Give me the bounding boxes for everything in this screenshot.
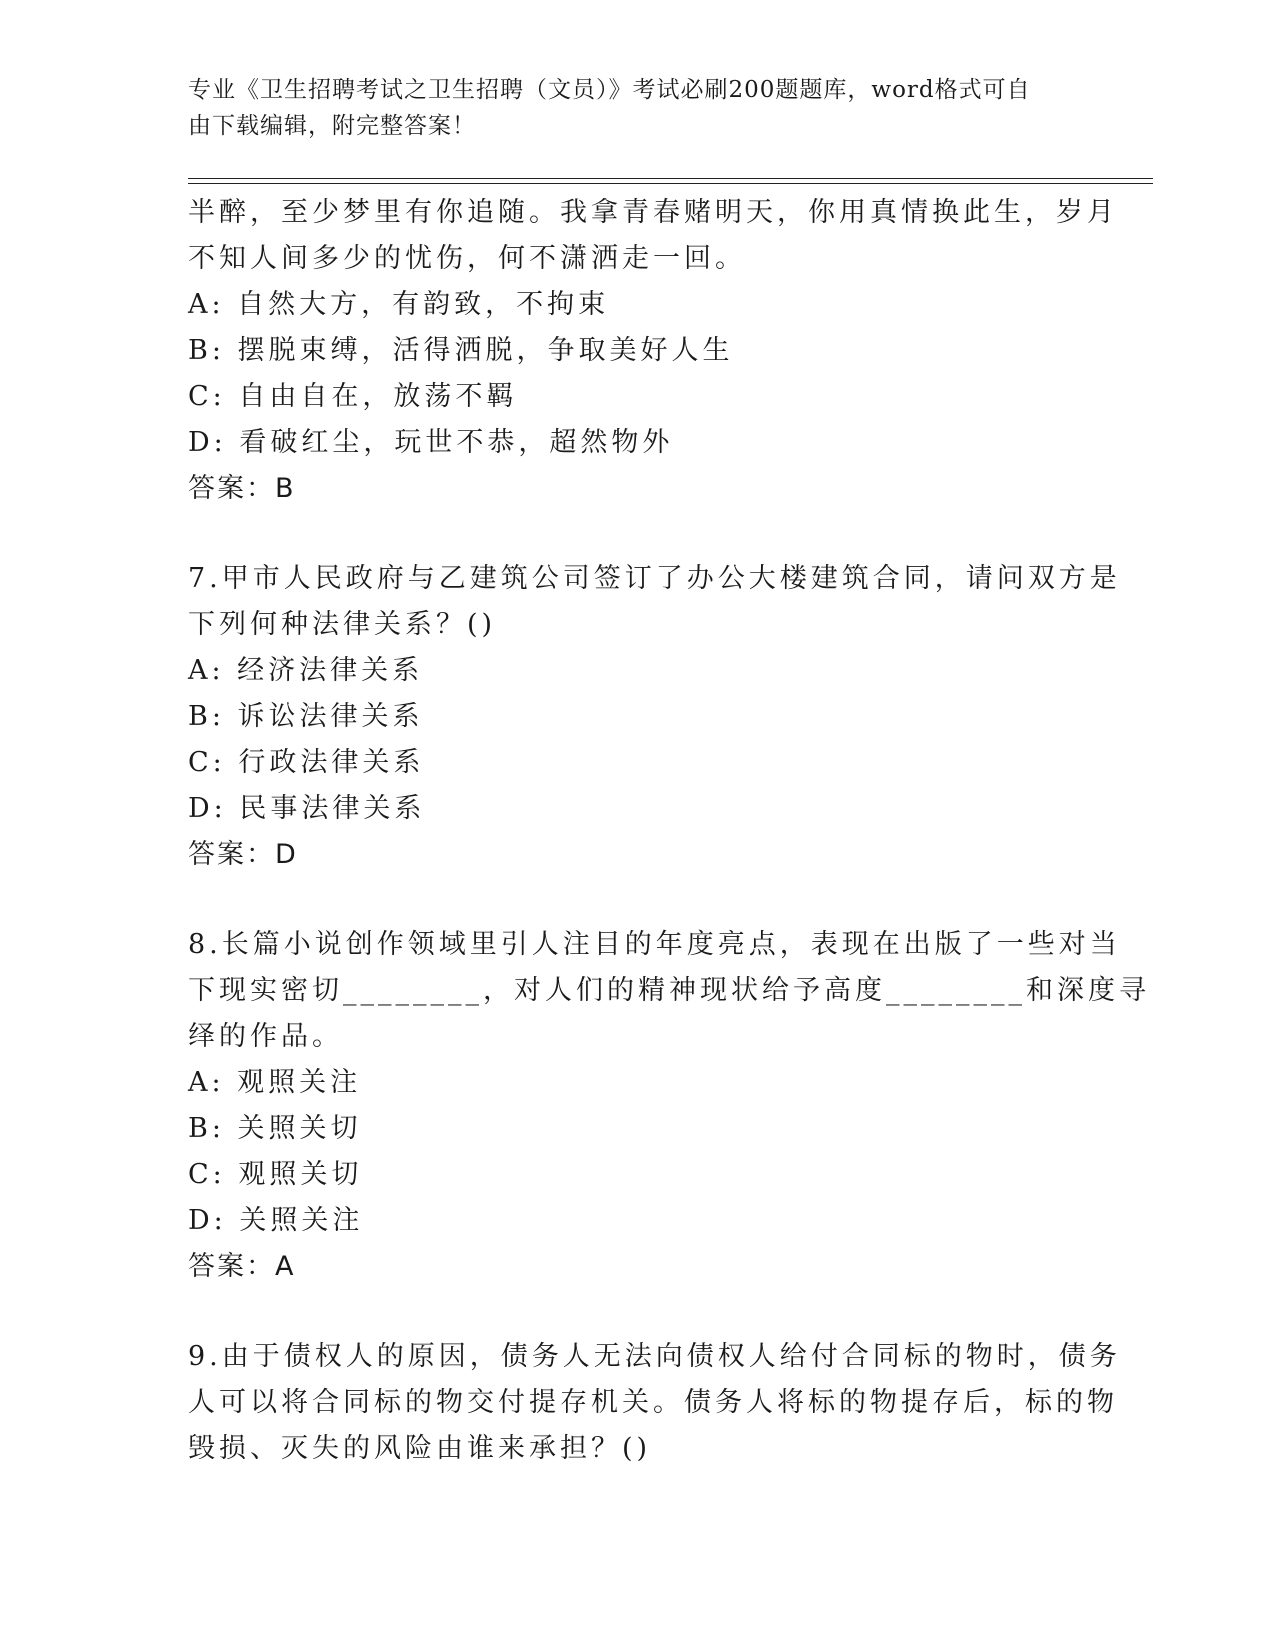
question-stem-line: 下列何种法律关系？()	[188, 609, 497, 640]
header-rule-top	[188, 178, 1153, 179]
question-8	[188, 922, 1150, 1290]
option-c: C: 行政法律关系	[188, 747, 425, 778]
option-a: A: 经济法律关系	[188, 655, 424, 686]
option-a: A: 观照关注	[188, 1067, 362, 1098]
document-body	[188, 190, 1150, 1472]
answer-label: 答案：B	[188, 473, 296, 504]
option-d: D: 民事法律关系	[188, 793, 426, 824]
question-stem-line: 人可以将合同标的物交付提存机关。债务人将标的物提存后，标的物	[188, 1387, 1118, 1418]
answer-label: 答案：D	[188, 839, 298, 870]
option-d: D: 看破红尘，玩世不恭，超然物外	[188, 427, 674, 458]
question-stem-line: 毁损、灭失的风险由谁来承担？()	[188, 1433, 652, 1464]
answer-label: 答案：A	[188, 1251, 296, 1282]
option-c: C: 自由自在，放荡不羁	[188, 381, 518, 412]
option-d: D: 关照关注	[188, 1205, 364, 1236]
option-b: B: 摆脱束缚，活得洒脱，争取美好人生	[188, 335, 734, 366]
question-9	[188, 1334, 1121, 1472]
question-stem-line: 9.由于债权人的原因，债务人无法向债权人给付合同标的物时，债务	[188, 1341, 1121, 1372]
option-a: A: 自然大方，有韵致，不拘束	[188, 289, 610, 320]
option-b: B: 关照关切	[188, 1113, 362, 1144]
header-rule-bottom	[188, 183, 1153, 184]
header-title-line-2: 由下载编辑，附完整答案！	[188, 113, 476, 139]
option-b: B: 诉讼法律关系	[188, 701, 424, 732]
question-stem-line: 半醉，至少梦里有你追随。我拿青春赌明天，你用真情换此生，岁月	[188, 197, 1118, 228]
question-stem-line: 7.甲市人民政府与乙建筑公司签订了办公大楼建筑合同，请问双方是	[188, 563, 1121, 594]
header-title-line-1: 专业《卫生招聘考试之卫生招聘（文员）》考试必刷200题题库，word格式可自	[188, 77, 1031, 103]
question-6	[188, 190, 1118, 512]
question-stem-line: 下现实密切________，对人们的精神现状给予高度________和深度寻	[188, 975, 1150, 1006]
question-7	[188, 556, 1121, 878]
question-stem-line: 绎的作品。	[188, 1021, 343, 1052]
question-stem-line: 8.长篇小说创作领域里引人注目的年度亮点，表现在出版了一些对当	[188, 929, 1121, 960]
option-c: C: 观照关切	[188, 1159, 363, 1190]
document-header	[188, 72, 1068, 144]
question-stem-line: 不知人间多少的忧伤，何不潇洒走一回。	[188, 243, 746, 274]
